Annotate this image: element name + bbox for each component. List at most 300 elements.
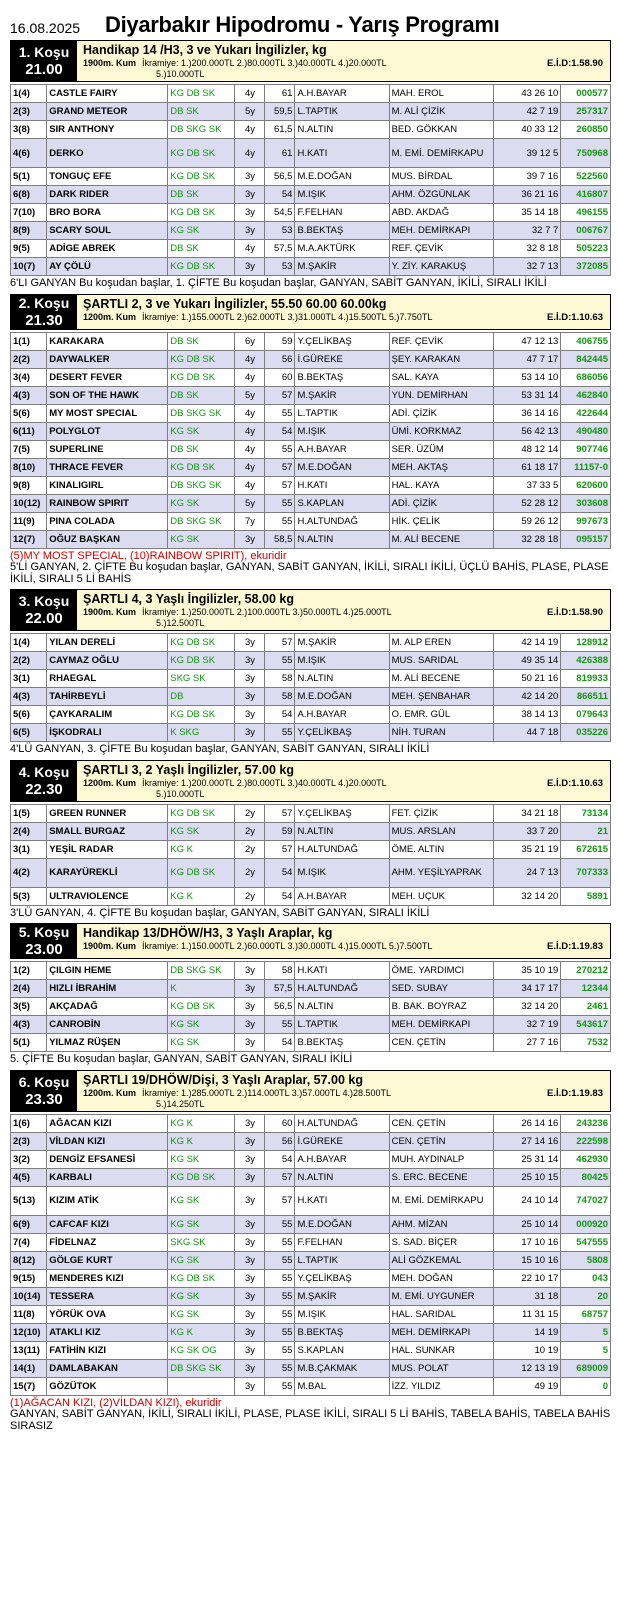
horse-row[interactable]	[11, 724, 611, 742]
horse-name: GÖZÜTOK	[47, 1377, 168, 1395]
horse-row[interactable]	[11, 121, 611, 139]
trainer: MEH. UÇUK	[389, 887, 493, 905]
equipment: KG SK	[168, 222, 235, 240]
race-eid: E.İ.D:1.19.83	[547, 941, 603, 952]
horse-age: 3y	[235, 688, 265, 706]
horse-row[interactable]	[11, 458, 611, 476]
horse-age: 2y	[235, 822, 265, 840]
last-form: 5	[561, 1341, 611, 1359]
horse-number: 7(5)	[11, 440, 47, 458]
horse-table	[10, 804, 611, 906]
race-time: 21.30	[25, 311, 63, 329]
jockey: M.IŞIK	[295, 652, 389, 670]
trainer: CEN. ÇETİN	[389, 1034, 493, 1052]
horse-row[interactable]	[11, 858, 611, 887]
stats: 52 28 12	[494, 494, 561, 512]
horse-row[interactable]	[11, 1186, 611, 1215]
horse-weight: 59,5	[265, 103, 295, 121]
equipment: KG DB SK	[168, 204, 235, 222]
horse-row[interactable]	[11, 240, 611, 258]
equipment: KG K	[168, 887, 235, 905]
jockey: H.KATI	[295, 962, 389, 980]
last-form: 406755	[561, 332, 611, 350]
race-time: 22.00	[25, 610, 63, 627]
horse-name: ATAKLI KIZ	[47, 1323, 168, 1341]
horse-row[interactable]	[11, 386, 611, 404]
horse-weight: 54	[265, 1150, 295, 1168]
equipment: KG DB SK	[168, 706, 235, 724]
stats: 49 19	[494, 1377, 561, 1395]
trainer: M. ALİ BECENE	[389, 530, 493, 548]
horse-weight: 54	[265, 887, 295, 905]
trainer: ADİ. ÇİZİK	[389, 494, 493, 512]
horse-row[interactable]	[11, 494, 611, 512]
stats: 33 7 20	[494, 822, 561, 840]
horse-age: 3y	[235, 962, 265, 980]
horse-weight: 61	[265, 85, 295, 103]
race-notes	[10, 278, 611, 290]
last-form: 257317	[561, 103, 611, 121]
bet-types-note: 6'LI GANYAN Bu koşudan başlar, 1. ÇİFTE Bu koşudan başlar, GANYAN, SABİT GANYAN, İKİLİ, SIRALI İKİLİ	[10, 277, 547, 289]
horse-number: 2(4)	[11, 822, 47, 840]
race-time: 23.30	[25, 1090, 63, 1108]
race-prize-extra: 5.)10.000TL	[156, 69, 205, 79]
horse-table	[10, 84, 611, 276]
horse-name: YILMAZ RÜŞEN	[47, 1034, 168, 1052]
last-form: 543617	[561, 1016, 611, 1034]
horse-name: AKÇADAĞ	[47, 998, 168, 1016]
race-section	[10, 923, 611, 1066]
horse-row[interactable]	[11, 1168, 611, 1186]
race-notes	[10, 1398, 611, 1433]
horse-name: TONGUÇ EFE	[47, 168, 168, 186]
equipment: K SKG	[168, 724, 235, 742]
horse-number: 4(3)	[11, 386, 47, 404]
horse-row[interactable]	[11, 688, 611, 706]
trainer: ŞEY. KARAKAN	[389, 350, 493, 368]
trainer: AHM. MİZAN	[389, 1215, 493, 1233]
jockey: M.IŞIK	[295, 186, 389, 204]
last-form: 7532	[561, 1034, 611, 1052]
horse-number: 1(6)	[11, 1114, 47, 1132]
race-eid: E.İ.D:1.19.83	[547, 1087, 603, 1099]
horse-row[interactable]	[11, 1341, 611, 1359]
horse-number: 3(8)	[11, 121, 47, 139]
last-form: 547555	[561, 1233, 611, 1251]
horse-row[interactable]	[11, 258, 611, 276]
horse-age: 2y	[235, 840, 265, 858]
equipment: SKG SK	[168, 670, 235, 688]
horse-weight: 55	[265, 1305, 295, 1323]
horse-age: 4y	[235, 240, 265, 258]
horse-name: ADİGE ABREK	[47, 240, 168, 258]
race-prize: İkramiye: 1.)200.000TL 2.)80.000TL 3.)40.000TL 4.)20.000TL	[142, 58, 387, 68]
stats: 36 14 16	[494, 404, 561, 422]
horse-number: 2(3)	[11, 103, 47, 121]
horse-weight: 60	[265, 368, 295, 386]
stats: 40 33 12	[494, 121, 561, 139]
last-form: 006767	[561, 222, 611, 240]
jockey: Y.ÇELİKBAŞ	[295, 1269, 389, 1287]
stable-note: (5)MY MOST SPECIAL, (10)RAINBOW SPIRIT), ekuridir	[10, 549, 287, 562]
horse-weight: 59	[265, 822, 295, 840]
horse-row[interactable]	[11, 139, 611, 168]
jockey: L.TAPTIK	[295, 103, 389, 121]
race-section	[10, 294, 611, 586]
race-info	[77, 295, 610, 329]
horse-row[interactable]	[11, 1132, 611, 1150]
horse-number: 4(3)	[11, 688, 47, 706]
stats: 22 10 17	[494, 1269, 561, 1287]
stats: 39 7 16	[494, 168, 561, 186]
horse-name: YEŞİL RADAR	[47, 840, 168, 858]
horse-number: 1(2)	[11, 962, 47, 980]
jockey: M.A.AKTÜRK	[295, 240, 389, 258]
horse-name: DAMLABAKAN	[47, 1359, 168, 1377]
last-form: 505223	[561, 240, 611, 258]
horse-table	[10, 332, 611, 549]
race-eid: E.İ.D:1.58.90	[547, 58, 603, 69]
horse-weight: 55	[265, 1233, 295, 1251]
horse-weight: 54	[265, 858, 295, 887]
trainer: ÖME. YARDIMCI	[389, 962, 493, 980]
horse-age: 4y	[235, 139, 265, 168]
equipment: KG DB SK	[168, 85, 235, 103]
last-form: 866511	[561, 688, 611, 706]
horse-row[interactable]	[11, 422, 611, 440]
horse-row[interactable]	[11, 350, 611, 368]
stats: 35 10 19	[494, 962, 561, 980]
horse-number: 1(4)	[11, 85, 47, 103]
horse-row[interactable]	[11, 804, 611, 822]
horse-row[interactable]	[11, 980, 611, 998]
equipment: KG SK	[168, 422, 235, 440]
horse-number: 3(2)	[11, 1150, 47, 1168]
race-notes	[10, 551, 611, 586]
horse-name: CANROBİN	[47, 1016, 168, 1034]
horse-row[interactable]	[11, 1287, 611, 1305]
horse-name: HIZLI İBRAHİM	[47, 980, 168, 998]
horse-number: 6(11)	[11, 422, 47, 440]
equipment: SKG SK	[168, 1233, 235, 1251]
trainer: MAH. EROL	[389, 85, 493, 103]
horse-row[interactable]	[11, 404, 611, 422]
horse-age: 3y	[235, 530, 265, 548]
program-page	[10, 0, 611, 1432]
horse-row[interactable]	[11, 368, 611, 386]
horse-name: FİDELNAZ	[47, 1233, 168, 1251]
last-form: 5891	[561, 887, 611, 905]
last-form: 462930	[561, 1150, 611, 1168]
horse-number: 9(5)	[11, 240, 47, 258]
trainer: M. ALİ BECENE	[389, 670, 493, 688]
horse-row[interactable]	[11, 1150, 611, 1168]
horse-age: 3y	[235, 1269, 265, 1287]
jockey: H.ALTUNDAĞ	[295, 840, 389, 858]
horse-row[interactable]	[11, 840, 611, 858]
jockey: N.ALTIN	[295, 998, 389, 1016]
horse-name: YÖRÜK OVA	[47, 1305, 168, 1323]
horse-row[interactable]	[11, 652, 611, 670]
horse-name: MENDERES KIZI	[47, 1269, 168, 1287]
horse-number: 9(8)	[11, 476, 47, 494]
horse-number: 4(6)	[11, 139, 47, 168]
horse-row[interactable]	[11, 204, 611, 222]
horse-number: 12(10)	[11, 1323, 47, 1341]
horse-table	[10, 961, 611, 1052]
horse-name: CAYMAZ OĞLU	[47, 652, 168, 670]
horse-row[interactable]	[11, 168, 611, 186]
horse-age: 3y	[235, 1305, 265, 1323]
horse-age: 5y	[235, 386, 265, 404]
horse-row[interactable]	[11, 186, 611, 204]
horse-name: GRAND METEOR	[47, 103, 168, 121]
trainer: REF. ÇEVİK	[389, 332, 493, 350]
stats: 17 10 16	[494, 1233, 561, 1251]
horse-row[interactable]	[11, 670, 611, 688]
horse-row[interactable]	[11, 85, 611, 103]
equipment: KG SK	[168, 1150, 235, 1168]
jockey: L.TAPTIK	[295, 1016, 389, 1034]
horse-number: 8(12)	[11, 1251, 47, 1269]
jockey: M.E.DOĞAN	[295, 458, 389, 476]
horse-row[interactable]	[11, 1016, 611, 1034]
trainer: AHM. YEŞİLYAPRAK	[389, 858, 493, 887]
jockey: M.IŞIK	[295, 858, 389, 887]
last-form: 128912	[561, 634, 611, 652]
horse-number: 10(12)	[11, 494, 47, 512]
horse-number: 5(13)	[11, 1186, 47, 1215]
horse-name: OĞUZ BAŞKAN	[47, 530, 168, 548]
horse-row[interactable]	[11, 1377, 611, 1395]
horse-weight: 57	[265, 1186, 295, 1215]
trainer: B. BAK. BOYRAZ	[389, 998, 493, 1016]
horse-weight: 57	[265, 386, 295, 404]
horse-row[interactable]	[11, 1305, 611, 1323]
horse-number: 6(5)	[11, 724, 47, 742]
equipment: KG K	[168, 1114, 235, 1132]
horse-number: 5(1)	[11, 1034, 47, 1052]
horse-name: CASTLE FAIRY	[47, 85, 168, 103]
jockey: M.IŞIK	[295, 1305, 389, 1323]
horse-weight: 55	[265, 1341, 295, 1359]
horse-name: AY ÇÖLÜ	[47, 258, 168, 276]
last-form: 000577	[561, 85, 611, 103]
trainer: CEN. ÇETİN	[389, 1114, 493, 1132]
stats: 11 31 15	[494, 1305, 561, 1323]
last-form: 68757	[561, 1305, 611, 1323]
horse-name: DERKO	[47, 139, 168, 168]
equipment: KG DB SK	[168, 368, 235, 386]
horse-weight: 57	[265, 476, 295, 494]
horse-age: 6y	[235, 332, 265, 350]
trainer: MEH. DEMİRKAPI	[389, 1323, 493, 1341]
race-time: 22.30	[25, 780, 63, 798]
horse-age: 4y	[235, 458, 265, 476]
race-distance: 1200m. Kum	[83, 1087, 137, 1098]
jockey: A.H.BAYAR	[295, 887, 389, 905]
jockey: M.BAL	[295, 1377, 389, 1395]
horse-row[interactable]	[11, 1359, 611, 1377]
horse-weight: 57	[265, 804, 295, 822]
race-eid: E.İ.D:1.10.63	[547, 777, 603, 789]
last-form: 73134	[561, 804, 611, 822]
horse-row[interactable]	[11, 440, 611, 458]
last-form: 426388	[561, 652, 611, 670]
horse-age: 4y	[235, 368, 265, 386]
stats: 47 7 17	[494, 350, 561, 368]
race-prize-line	[83, 941, 605, 952]
last-form: 0	[561, 1377, 611, 1395]
jockey: L.TAPTIK	[295, 404, 389, 422]
horse-row[interactable]	[11, 1251, 611, 1269]
trainer: FET. ÇİZİK	[389, 804, 493, 822]
last-form: 907746	[561, 440, 611, 458]
equipment: DB SKG SK	[168, 476, 235, 494]
horse-age: 2y	[235, 887, 265, 905]
horse-age: 3y	[235, 724, 265, 742]
race-prize-line	[83, 778, 605, 789]
horse-number: 6(9)	[11, 1215, 47, 1233]
trainer: MUS. SARIDAL	[389, 652, 493, 670]
horse-row[interactable]	[11, 103, 611, 121]
last-form: 035226	[561, 724, 611, 742]
horse-name: ÇILGIN HEME	[47, 962, 168, 980]
horse-row[interactable]	[11, 512, 611, 530]
equipment: DB SK	[168, 240, 235, 258]
race-number-box	[11, 41, 77, 81]
stats: 32 7 13	[494, 258, 561, 276]
horse-weight: 55	[265, 404, 295, 422]
horse-name: YILAN DERELİ	[47, 634, 168, 652]
equipment: KG DB SK	[168, 1269, 235, 1287]
jockey: M.ŞAKİR	[295, 1287, 389, 1305]
last-form: 819933	[561, 670, 611, 688]
horse-age: 3y	[235, 1150, 265, 1168]
horse-weight: 57	[265, 634, 295, 652]
horse-age: 5y	[235, 494, 265, 512]
race-info	[77, 41, 610, 81]
trainer: ÖME. ALTIN	[389, 840, 493, 858]
horse-name: DAYWALKER	[47, 350, 168, 368]
equipment: DB SK	[168, 103, 235, 121]
horse-age: 3y	[235, 1251, 265, 1269]
jockey: Y.ÇELİKBAŞ	[295, 804, 389, 822]
horse-name: RHAEGAL	[47, 670, 168, 688]
horse-row[interactable]	[11, 530, 611, 548]
horse-age: 3y	[235, 1233, 265, 1251]
stats: 34 21 18	[494, 804, 561, 822]
horse-age: 3y	[235, 1034, 265, 1052]
equipment: K	[168, 980, 235, 998]
last-form: 997673	[561, 512, 611, 530]
stats: 10 19	[494, 1341, 561, 1359]
horse-weight: 56,5	[265, 998, 295, 1016]
race-eid: E.İ.D:1.10.63	[547, 311, 603, 323]
race-prize-line	[83, 312, 605, 323]
trainer: MUS. BİRDAL	[389, 168, 493, 186]
race-time: 21.00	[25, 61, 63, 78]
jockey: M.E.DOĞAN	[295, 688, 389, 706]
jockey: N.ALTIN	[295, 1168, 389, 1186]
horse-row[interactable]	[11, 1215, 611, 1233]
equipment: DB SKG SK	[168, 962, 235, 980]
horse-weight: 54,5	[265, 204, 295, 222]
horse-number: 8(10)	[11, 458, 47, 476]
horse-number: 4(2)	[11, 858, 47, 887]
horse-row[interactable]	[11, 706, 611, 724]
horse-age: 2y	[235, 858, 265, 887]
race-number: 3. Koşu	[18, 593, 70, 609]
horse-number: 2(3)	[11, 1132, 47, 1150]
horse-age: 3y	[235, 634, 265, 652]
horse-row[interactable]	[11, 887, 611, 905]
horse-row[interactable]	[11, 222, 611, 240]
trainer: O. EMR. GÜL	[389, 706, 493, 724]
equipment: KG SK	[168, 494, 235, 512]
jockey: N.ALTIN	[295, 670, 389, 688]
horse-row[interactable]	[11, 476, 611, 494]
horse-row[interactable]	[11, 822, 611, 840]
equipment: KG DB SK	[168, 350, 235, 368]
equipment: KG SK	[168, 1016, 235, 1034]
trainer: S. ERC. BECENE	[389, 1168, 493, 1186]
horse-age: 3y	[235, 186, 265, 204]
trainer: ABD. AKDAĞ	[389, 204, 493, 222]
equipment: DB SK	[168, 386, 235, 404]
trainer: YUN. DEMİRHAN	[389, 386, 493, 404]
trainer: HAL. KAYA	[389, 476, 493, 494]
horse-weight: 57	[265, 840, 295, 858]
equipment: KG DB SK	[168, 804, 235, 822]
horse-age: 3y	[235, 1168, 265, 1186]
equipment: KG SK	[168, 1251, 235, 1269]
equipment: DB SK	[168, 186, 235, 204]
equipment: KG DB SK	[168, 652, 235, 670]
stats: 61 18 17	[494, 458, 561, 476]
horse-name: SON OF THE HAWK	[47, 386, 168, 404]
horse-number: 5(6)	[11, 404, 47, 422]
horse-row[interactable]	[11, 332, 611, 350]
horse-row[interactable]	[11, 634, 611, 652]
equipment: KG DB SK	[168, 458, 235, 476]
race-distance: 1200m. Kum	[83, 311, 137, 322]
race-title: Handikap 13/DHÖW/H3, 3 Yaşlı Araplar, kg	[83, 926, 333, 940]
horse-row[interactable]	[11, 1233, 611, 1251]
jockey: M.E.DOĞAN	[295, 168, 389, 186]
horse-row[interactable]	[11, 1034, 611, 1052]
horse-weight: 53	[265, 258, 295, 276]
horse-row[interactable]	[11, 1114, 611, 1132]
horse-name: CAFCAF KIZI	[47, 1215, 168, 1233]
race-header	[10, 923, 611, 959]
horse-row[interactable]	[11, 962, 611, 980]
horse-age: 3y	[235, 980, 265, 998]
horse-age: 3y	[235, 998, 265, 1016]
stats: 48 12 14	[494, 440, 561, 458]
horse-weight: 58	[265, 688, 295, 706]
jockey: S.KAPLAN	[295, 1341, 389, 1359]
race-notes	[10, 908, 611, 920]
horse-row[interactable]	[11, 1269, 611, 1287]
horse-row[interactable]	[11, 1323, 611, 1341]
last-form: 303608	[561, 494, 611, 512]
horse-row[interactable]	[11, 998, 611, 1016]
horse-age: 3y	[235, 1215, 265, 1233]
stats: 32 7 19	[494, 1016, 561, 1034]
horse-age: 3y	[235, 1016, 265, 1034]
jockey: H.KATI	[295, 476, 389, 494]
